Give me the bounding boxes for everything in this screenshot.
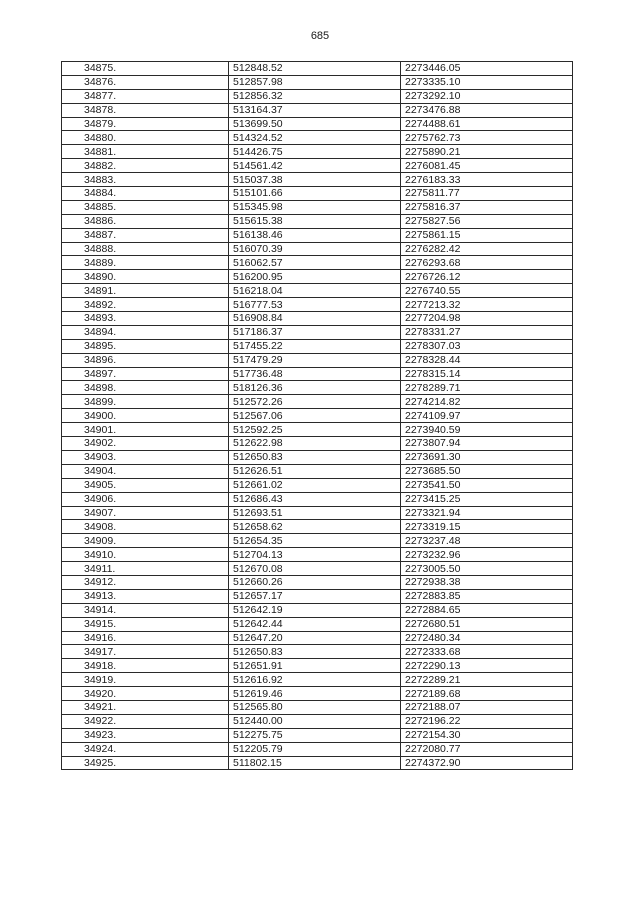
table-row [62,367,573,381]
x-coordinate-cell: 512619.46 [229,687,401,701]
point-number-cell: 34875. [62,62,229,76]
x-coordinate-cell: 514324.52 [229,131,401,145]
table-row [62,645,573,659]
point-number-cell: 34878. [62,103,229,117]
point-number-cell: 34906. [62,492,229,506]
x-coordinate-cell: 512658.62 [229,520,401,534]
point-number-cell: 34901. [62,423,229,437]
y-coordinate-cell: 2275827.56 [401,214,573,228]
table-row [62,353,573,367]
point-number-cell: 34918. [62,659,229,673]
table-row [62,381,573,395]
y-coordinate-cell: 2272290.13 [401,659,573,673]
point-number-cell: 34882. [62,159,229,173]
x-coordinate-cell: 512567.06 [229,409,401,423]
y-coordinate-cell: 2276183.33 [401,173,573,187]
x-coordinate-cell: 512704.13 [229,548,401,562]
y-coordinate-cell: 2276726.12 [401,270,573,284]
y-coordinate-cell: 2273321.94 [401,506,573,520]
y-coordinate-cell: 2278289.71 [401,381,573,395]
point-number-cell: 34923. [62,728,229,742]
y-coordinate-cell: 2272189.68 [401,687,573,701]
x-coordinate-cell: 514561.42 [229,159,401,173]
point-number-cell: 34879. [62,117,229,131]
point-number-cell: 34913. [62,589,229,603]
point-number-cell: 34900. [62,409,229,423]
point-number-cell: 34904. [62,464,229,478]
x-coordinate-cell: 516138.46 [229,228,401,242]
y-coordinate-cell: 2274372.90 [401,756,573,770]
x-coordinate-cell: 511802.15 [229,756,401,770]
y-coordinate-cell: 2277213.32 [401,298,573,312]
table-row [62,298,573,312]
page-number: 685 [310,30,330,42]
x-coordinate-cell: 512654.35 [229,534,401,548]
point-number-cell: 34895. [62,339,229,353]
table-row [62,75,573,89]
y-coordinate-cell: 2272333.68 [401,645,573,659]
x-coordinate-cell: 512642.44 [229,617,401,631]
point-number-cell: 34890. [62,270,229,284]
x-coordinate-cell: 513164.37 [229,103,401,117]
table-row [62,575,573,589]
coordinates-table [61,61,573,770]
x-coordinate-cell: 512857.98 [229,75,401,89]
table-row [62,617,573,631]
point-number-cell: 34919. [62,673,229,687]
point-number-cell: 34909. [62,534,229,548]
point-number-cell: 34888. [62,242,229,256]
y-coordinate-cell: 2272480.34 [401,631,573,645]
x-coordinate-cell: 516062.57 [229,256,401,270]
y-coordinate-cell: 2273691.30 [401,450,573,464]
x-coordinate-cell: 513699.50 [229,117,401,131]
point-number-cell: 34917. [62,645,229,659]
point-number-cell: 34887. [62,228,229,242]
point-number-cell: 34915. [62,617,229,631]
y-coordinate-cell: 2273541.50 [401,478,573,492]
point-number-cell: 34881. [62,145,229,159]
table-row [62,187,573,201]
point-number-cell: 34896. [62,353,229,367]
table-row [62,687,573,701]
x-coordinate-cell: 512848.52 [229,62,401,76]
y-coordinate-cell: 2273237.48 [401,534,573,548]
x-coordinate-cell: 512693.51 [229,506,401,520]
point-number-cell: 34903. [62,450,229,464]
x-coordinate-cell: 512660.26 [229,575,401,589]
point-number-cell: 34914. [62,603,229,617]
x-coordinate-cell: 512592.25 [229,423,401,437]
y-coordinate-cell: 2272188.07 [401,700,573,714]
x-coordinate-cell: 512275.75 [229,728,401,742]
table-row [62,242,573,256]
table-row [62,89,573,103]
table-row [62,62,573,76]
x-coordinate-cell: 512856.32 [229,89,401,103]
x-coordinate-cell: 516070.39 [229,242,401,256]
y-coordinate-cell: 2274109.97 [401,409,573,423]
y-coordinate-cell: 2274214.82 [401,395,573,409]
y-coordinate-cell: 2278328.44 [401,353,573,367]
table-row [62,173,573,187]
y-coordinate-cell: 2272289.21 [401,673,573,687]
table-row [62,631,573,645]
table-row [62,214,573,228]
point-number-cell: 34916. [62,631,229,645]
table-row [62,742,573,756]
y-coordinate-cell: 2272154.30 [401,728,573,742]
x-coordinate-cell: 516218.04 [229,284,401,298]
point-number-cell: 34902. [62,437,229,451]
table-row [62,159,573,173]
y-coordinate-cell: 2278307.03 [401,339,573,353]
table-row [62,103,573,117]
table-row [62,117,573,131]
table-row [62,409,573,423]
x-coordinate-cell: 518126.36 [229,381,401,395]
x-coordinate-cell: 512661.02 [229,478,401,492]
point-number-cell: 34905. [62,478,229,492]
x-coordinate-cell: 515037.38 [229,173,401,187]
table-row [62,228,573,242]
table-row [62,256,573,270]
y-coordinate-cell: 2273319.15 [401,520,573,534]
x-coordinate-cell: 512205.79 [229,742,401,756]
y-coordinate-cell: 2276740.55 [401,284,573,298]
y-coordinate-cell: 2273446.05 [401,62,573,76]
table-row [62,270,573,284]
y-coordinate-cell: 2275890.21 [401,145,573,159]
x-coordinate-cell: 515345.98 [229,200,401,214]
point-number-cell: 34877. [62,89,229,103]
point-number-cell: 34894. [62,325,229,339]
x-coordinate-cell: 517455.22 [229,339,401,353]
point-number-cell: 34898. [62,381,229,395]
y-coordinate-cell: 2272938.38 [401,575,573,589]
point-number-cell: 34912. [62,575,229,589]
table-row [62,728,573,742]
point-number-cell: 34880. [62,131,229,145]
y-coordinate-cell: 2273415.25 [401,492,573,506]
y-coordinate-cell: 2278331.27 [401,325,573,339]
table-row [62,464,573,478]
y-coordinate-cell: 2276282.42 [401,242,573,256]
point-number-cell: 34911. [62,562,229,576]
x-coordinate-cell: 512626.51 [229,464,401,478]
x-coordinate-cell: 515101.66 [229,187,401,201]
y-coordinate-cell: 2275816.37 [401,200,573,214]
x-coordinate-cell: 512647.20 [229,631,401,645]
x-coordinate-cell: 517186.37 [229,325,401,339]
table-row [62,437,573,451]
x-coordinate-cell: 512651.91 [229,659,401,673]
table-row [62,131,573,145]
table-row [62,200,573,214]
x-coordinate-cell: 512686.43 [229,492,401,506]
point-number-cell: 34907. [62,506,229,520]
x-coordinate-cell: 517479.29 [229,353,401,367]
table-row [62,534,573,548]
point-number-cell: 34921. [62,700,229,714]
table-row [62,548,573,562]
y-coordinate-cell: 2275811.77 [401,187,573,201]
y-coordinate-cell: 2276081.45 [401,159,573,173]
point-number-cell: 34889. [62,256,229,270]
x-coordinate-cell: 516200.95 [229,270,401,284]
table-row [62,603,573,617]
table-row [62,395,573,409]
x-coordinate-cell: 517736.48 [229,367,401,381]
table-row [62,312,573,326]
x-coordinate-cell: 512572.26 [229,395,401,409]
table-row [62,450,573,464]
table-row [62,589,573,603]
x-coordinate-cell: 512440.00 [229,714,401,728]
table-row [62,659,573,673]
x-coordinate-cell: 512622.98 [229,437,401,451]
table-row [62,700,573,714]
y-coordinate-cell: 2273292.10 [401,89,573,103]
x-coordinate-cell: 512650.83 [229,450,401,464]
x-coordinate-cell: 515615.38 [229,214,401,228]
y-coordinate-cell: 2274488.61 [401,117,573,131]
point-number-cell: 34920. [62,687,229,701]
point-number-cell: 34908. [62,520,229,534]
x-coordinate-cell: 512657.17 [229,589,401,603]
table-row [62,145,573,159]
y-coordinate-cell: 2276293.68 [401,256,573,270]
table-row [62,478,573,492]
y-coordinate-cell: 2273335.10 [401,75,573,89]
y-coordinate-cell: 2273476.88 [401,103,573,117]
x-coordinate-cell: 512616.92 [229,673,401,687]
point-number-cell: 34883. [62,173,229,187]
x-coordinate-cell: 516908.84 [229,312,401,326]
y-coordinate-cell: 2273005.50 [401,562,573,576]
y-coordinate-cell: 2272884.65 [401,603,573,617]
point-number-cell: 34925. [62,756,229,770]
point-number-cell: 34897. [62,367,229,381]
x-coordinate-cell: 514426.75 [229,145,401,159]
point-number-cell: 34899. [62,395,229,409]
y-coordinate-cell: 2273807.94 [401,437,573,451]
y-coordinate-cell: 2272080.77 [401,742,573,756]
y-coordinate-cell: 2275762.73 [401,131,573,145]
point-number-cell: 34876. [62,75,229,89]
table-row [62,423,573,437]
point-number-cell: 34884. [62,187,229,201]
coordinates-table-body [62,62,573,770]
y-coordinate-cell: 2275861.15 [401,228,573,242]
x-coordinate-cell: 516777.53 [229,298,401,312]
y-coordinate-cell: 2272883.85 [401,589,573,603]
y-coordinate-cell: 2277204.98 [401,312,573,326]
x-coordinate-cell: 512650.83 [229,645,401,659]
y-coordinate-cell: 2273685.50 [401,464,573,478]
point-number-cell: 34910. [62,548,229,562]
y-coordinate-cell: 2272680.51 [401,617,573,631]
table-row [62,339,573,353]
table-row [62,325,573,339]
y-coordinate-cell: 2273940.59 [401,423,573,437]
point-number-cell: 34885. [62,200,229,214]
table-row [62,562,573,576]
table-row [62,673,573,687]
y-coordinate-cell: 2278315.14 [401,367,573,381]
table-row [62,520,573,534]
x-coordinate-cell: 512642.19 [229,603,401,617]
table-row [62,284,573,298]
x-coordinate-cell: 512670.08 [229,562,401,576]
point-number-cell: 34891. [62,284,229,298]
table-row [62,756,573,770]
table-row [62,714,573,728]
x-coordinate-cell: 512565.80 [229,700,401,714]
table-row [62,506,573,520]
point-number-cell: 34922. [62,714,229,728]
y-coordinate-cell: 2272196.22 [401,714,573,728]
y-coordinate-cell: 2273232.96 [401,548,573,562]
point-number-cell: 34924. [62,742,229,756]
point-number-cell: 34892. [62,298,229,312]
point-number-cell: 34886. [62,214,229,228]
point-number-cell: 34893. [62,312,229,326]
table-row [62,492,573,506]
